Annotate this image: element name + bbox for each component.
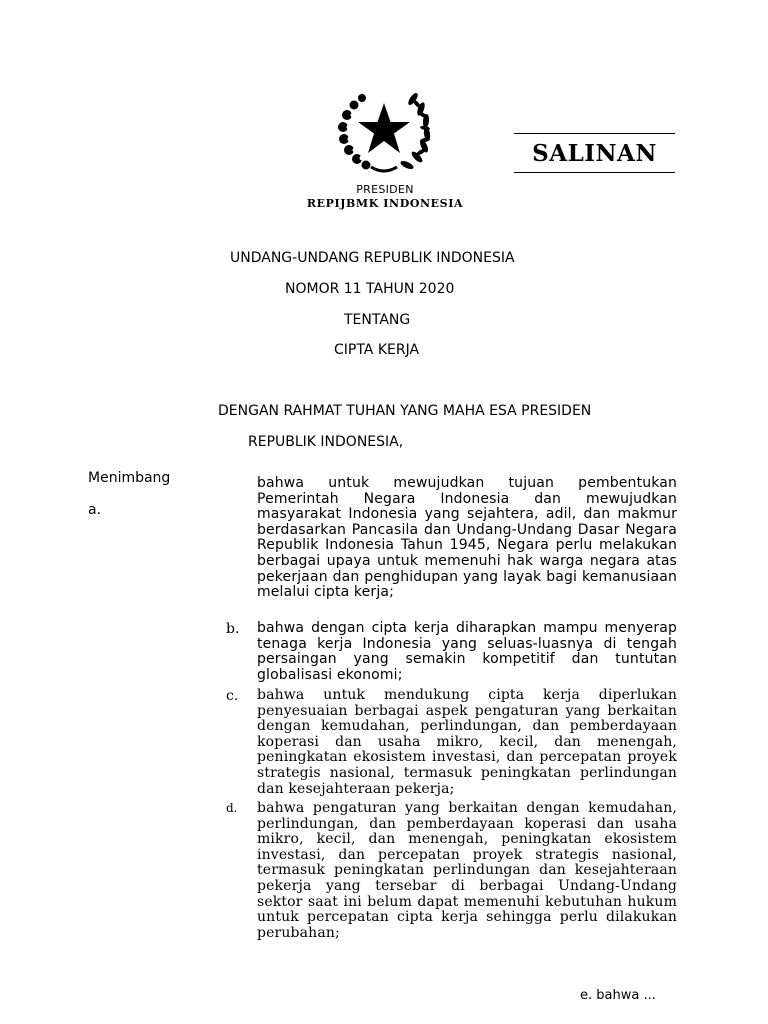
considering-item-c-text: bahwa untuk mendukung cipta kerja diperlukan penyesuaian berbagai aspek pengaturan yang berkaitan dengan kemudahan, perlindungan, dan pemberdayaan koperasi dan usaha mikro, kecil, dan menengah, peningkatan ekosistem investasi, dan percepatan proyek strategis nasional, termasuk peningkatan perlindungan dan kesejahteraan pekerja; [257, 687, 677, 797]
considering-marker-a: a. [88, 502, 102, 518]
salinan-label: SALINAN [532, 139, 657, 167]
considering-item-d-marker: d. [226, 801, 238, 815]
considering-item-b-text: bahwa dengan cipta kerja diharapkan mampu menyerap tenaga kerja Indonesia yang seluas-luasnya di tengah persaingan yang semakin kompetitif dan tuntutan globalisasi ekonomi; [257, 620, 677, 683]
considering-item-d-text: bahwa pengaturan yang berkaitan dengan kemudahan, perlindungan, dan pemberdayaan koperasi dan usaha mikro, kecil, dan menengah, peningkatan ekosistem investasi, dan percepatan proyek strategis nasional, termasuk peningkatan perlindungan dan kesejahteraan pekerja yang tersebar di berbagai Undang-Undang sektor saat ini belum dapat memenuhi kebutuhan hukum untuk percepatan cipta kerja sehingga perlu dilakukan perubahan; [257, 800, 677, 941]
preamble-line-2: REPUBLIK INDONESIA, [248, 434, 404, 450]
considering-item-c-marker: c. [226, 688, 239, 704]
republic-label: REPIJBMK INDONESIA [306, 197, 464, 210]
considering-item-b-marker: b. [226, 621, 240, 637]
garuda-star-emblem-icon [333, 87, 435, 177]
considering-item-a-text: bahwa untuk mewujudkan tujuan pembentukan Pemerintah Negara Indonesia dan mewujudkan masyarakat Indonesia yang sejahtera, adil, dan makmur berdasarkan Pancasila dan Undang-Undang Dasar Negara Republik Indonesia Tahun 1945, Negara perlu melakukan berbagai upaya untuk memenuhi hak warga negara atas pekerjaan dan penghidupan yang layak bagi kemanusiaan melalui cipta kerja; [257, 475, 677, 601]
law-title: UNDANG-UNDANG REPUBLIK INDONESIA [230, 250, 515, 266]
considering-label: Menimbang [88, 470, 171, 486]
salinan-stamp [514, 133, 675, 173]
preamble-line-1: DENGAN RAHMAT TUHAN YANG MAHA ESA PRESIDEN [218, 403, 592, 419]
next-page-reference: e. bahwa ... [580, 988, 656, 1003]
law-number: NOMOR 11 TAHUN 2020 [285, 281, 455, 297]
president-label: PRESIDEN [356, 183, 414, 196]
about-word: TENTANG [344, 312, 411, 328]
law-subject: CIPTA KERJA [334, 342, 420, 358]
